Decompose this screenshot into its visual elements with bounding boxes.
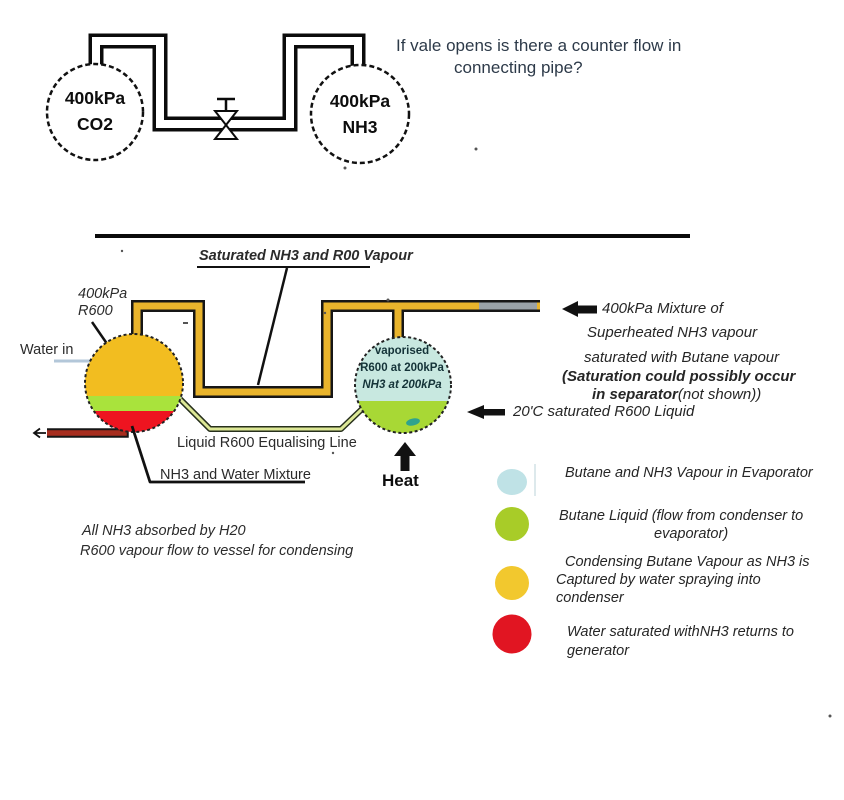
nh3-tank-label bbox=[312, 88, 408, 140]
note-line1: All NH3 absorbed by H20 bbox=[82, 523, 246, 539]
legend-item-condensing-line3: condenser bbox=[556, 590, 624, 606]
generator-vessel bbox=[85, 334, 183, 433]
equalising-line-label: Liquid R600 Equalising Line bbox=[177, 435, 357, 451]
evaporator-label-line1: vaporised bbox=[374, 345, 430, 357]
question-line2: connecting pipe? bbox=[454, 58, 583, 77]
outlet-arrow-left-icon bbox=[34, 429, 46, 438]
mixture-note-line2: Superheated NH3 vapour bbox=[587, 324, 758, 341]
nh3-tank-fluid: NH3 bbox=[342, 117, 378, 137]
legend-swatch-butane-liquid bbox=[495, 507, 529, 541]
nh3-tank-pressure: 400kPa bbox=[329, 91, 391, 111]
legend-item-water-line1: Water saturated withNH3 returns to bbox=[567, 624, 794, 640]
legend-item-butane-liquid-line1: Butane Liquid (flow from condenser to bbox=[559, 508, 804, 524]
co2-tank-pressure: 400kPa bbox=[64, 88, 126, 108]
evaporator-label-line3: NH3 at 200kPa bbox=[362, 379, 442, 391]
legend-swatch-condensing bbox=[495, 566, 529, 600]
condenser-feed-fluid: R600 bbox=[78, 302, 113, 319]
mixture-note-line1: 400kPa Mixture of bbox=[602, 300, 723, 317]
condenser-feed-label bbox=[78, 286, 127, 319]
evaporator-liquid-region bbox=[355, 401, 451, 434]
evaporator-label bbox=[352, 343, 452, 394]
liquid-arrow-left-icon bbox=[467, 405, 505, 419]
equalising-pipe-core bbox=[180, 399, 362, 429]
co2-tank-label bbox=[47, 85, 143, 137]
equalising-pipe bbox=[180, 399, 362, 429]
vapour-label-pointer-line bbox=[258, 268, 287, 385]
note-line2: R600 vapour flow to vessel for condensing bbox=[80, 543, 354, 559]
legend-item-water-line2: generator bbox=[567, 643, 630, 659]
generator-liquid-band bbox=[85, 396, 183, 411]
co2-tank-fluid: CO2 bbox=[77, 114, 113, 134]
legend-item-condensing-line2: Captured by water spraying into bbox=[556, 572, 761, 588]
vapour-pipe-label: Saturated NH3 and R00 Vapour bbox=[199, 248, 413, 264]
saturated-liquid-label: 20'C saturated R600 Liquid bbox=[513, 403, 695, 420]
legend-swatch-water bbox=[493, 615, 532, 654]
vapour-pipe bbox=[137, 306, 540, 392]
mixture-note-line5 bbox=[592, 386, 761, 403]
legend-swatch-vapour bbox=[497, 469, 527, 495]
nh3-water-label: NH3 and Water Mixture bbox=[160, 467, 311, 483]
mixture-note-line5-bold: in separator bbox=[592, 386, 678, 403]
mixture-note-line4: (Saturation could possibly occur bbox=[562, 368, 796, 385]
evaporator-label-line2: R600 at 200kPa bbox=[360, 362, 444, 374]
legend-item-vapour-line1: Butane and NH3 Vapour in Evaporator bbox=[565, 465, 813, 481]
water-in-label: Water in bbox=[20, 342, 74, 358]
vapour-pipe-core bbox=[137, 306, 540, 392]
heat-label: Heat bbox=[382, 471, 419, 490]
generator-vapour-region bbox=[85, 334, 183, 396]
mixture-arrow-left-icon bbox=[562, 301, 597, 317]
heat-arrow-up-icon bbox=[394, 442, 416, 471]
mixture-note-line3: saturated with Butane vapour bbox=[584, 349, 780, 366]
question-line1: If vale opens is there a counter flow in bbox=[396, 36, 682, 55]
legend-item-condensing-line1: Condensing Butane Vapour as NH3 is bbox=[565, 554, 810, 570]
legend-item-butane-liquid-line2: evaporator) bbox=[654, 526, 729, 542]
condenser-feed-pressure: 400kPa bbox=[78, 286, 128, 302]
mixture-note-line5-rest: (not shown)) bbox=[677, 386, 762, 403]
